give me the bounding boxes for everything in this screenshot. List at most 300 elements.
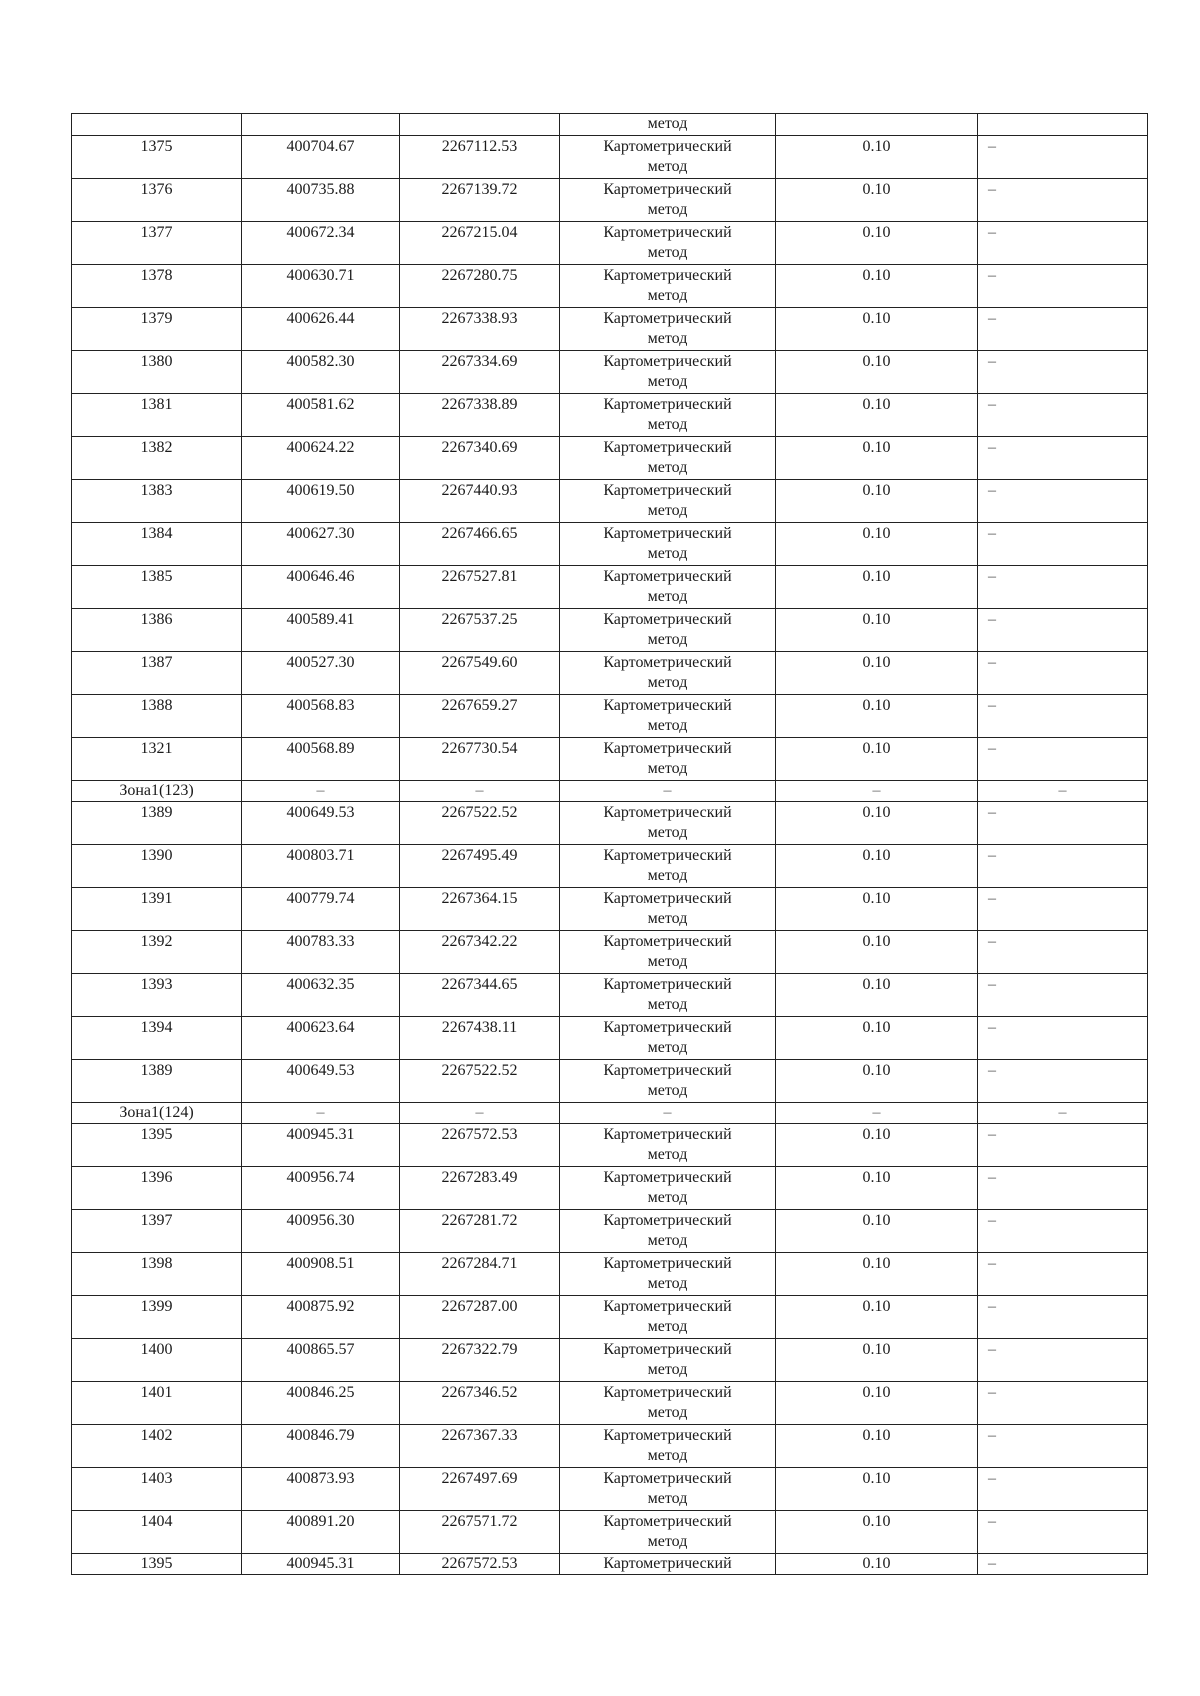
cell-accuracy — [776, 1554, 978, 1575]
cell-flag — [978, 265, 1148, 308]
table-row — [72, 1382, 1148, 1425]
cell-flag — [978, 308, 1148, 351]
cell-num — [72, 566, 242, 609]
coord-x: 400672.34 — [286, 224, 355, 241]
cell-accuracy — [776, 1124, 978, 1167]
cell-x — [242, 265, 400, 308]
cell-method — [560, 523, 776, 566]
method-line1: Картометрический — [603, 396, 732, 413]
method-line2: метод — [647, 1232, 688, 1249]
cell-num — [72, 1124, 242, 1167]
cell-num — [72, 1017, 242, 1060]
cell-num — [72, 179, 242, 222]
cell-y — [400, 738, 560, 781]
coord-x: 400779.74 — [286, 890, 355, 907]
method-line2: метод — [647, 717, 688, 734]
flag: – — [988, 568, 996, 585]
point-number: 1402 — [140, 1427, 173, 1444]
method-line2: метод — [647, 1275, 688, 1292]
table-row — [72, 179, 1148, 222]
accuracy: 0.10 — [862, 1427, 891, 1444]
flag: – — [988, 1341, 996, 1358]
dash: – — [316, 1104, 325, 1121]
cell-x — [242, 136, 400, 179]
cell-accuracy — [776, 136, 978, 179]
method-line1: Картометрический — [603, 1341, 732, 1358]
cell-y — [400, 136, 560, 179]
method-line2: метод — [647, 1447, 688, 1464]
point-number: 1400 — [140, 1341, 173, 1358]
flag: – — [988, 804, 996, 821]
cell-flag — [978, 1060, 1148, 1103]
table-row — [72, 609, 1148, 652]
method-line1: Картометрический — [603, 740, 732, 757]
cell-y — [400, 222, 560, 265]
table-row — [72, 1167, 1148, 1210]
zone-dash-cell — [560, 781, 776, 802]
cell-accuracy — [776, 888, 978, 931]
cell-num — [72, 888, 242, 931]
zone-dash-cell — [978, 1103, 1148, 1124]
coord-x: 400803.71 — [286, 847, 355, 864]
method-line2: метод — [647, 1146, 688, 1163]
cell-flag — [978, 609, 1148, 652]
table-row — [72, 351, 1148, 394]
cell-num — [72, 394, 242, 437]
cell-num — [72, 652, 242, 695]
method-line2: метод — [647, 158, 688, 175]
cell-method — [560, 1554, 776, 1575]
cell-accuracy — [776, 1296, 978, 1339]
coord-y: 2267364.15 — [441, 890, 518, 907]
coord-y: 2267338.89 — [441, 396, 518, 413]
point-number: 1394 — [140, 1019, 173, 1036]
method-line1: Картометрический — [603, 611, 732, 628]
cell-x — [242, 1124, 400, 1167]
accuracy: 0.10 — [862, 1126, 891, 1143]
cell-flag — [978, 1017, 1148, 1060]
point-number: 1398 — [140, 1255, 173, 1272]
method-line1: Картометрический — [603, 353, 732, 370]
flag: – — [988, 310, 996, 327]
cell-method — [560, 394, 776, 437]
coord-x: 400891.20 — [286, 1513, 355, 1530]
method-line1: Картометрический — [603, 310, 732, 327]
point-number: 1395 — [140, 1126, 173, 1143]
flag: – — [988, 1126, 996, 1143]
coord-y: 2267338.93 — [441, 310, 518, 327]
cell-method — [560, 179, 776, 222]
table-row — [72, 1425, 1148, 1468]
cell-num — [72, 845, 242, 888]
cell-method — [560, 1468, 776, 1511]
method-line1: Картометрический — [603, 1212, 732, 1229]
coord-x: 400846.25 — [286, 1384, 355, 1401]
flag: – — [988, 847, 996, 864]
method-line2: метод — [647, 287, 688, 304]
coord-x: 400626.44 — [286, 310, 355, 327]
dash: – — [475, 1104, 484, 1121]
flag: – — [988, 267, 996, 284]
cell-method — [560, 351, 776, 394]
cell-method — [560, 652, 776, 695]
method-line1: Картометрический — [603, 138, 732, 155]
cell-num — [72, 1339, 242, 1382]
cell-accuracy — [776, 738, 978, 781]
cell-x — [242, 437, 400, 480]
zone-dash-cell — [776, 1103, 978, 1124]
point-number: 1399 — [140, 1298, 173, 1315]
continued-row — [72, 114, 1148, 136]
method-line1: Картометрический — [603, 482, 732, 499]
cell-y — [400, 523, 560, 566]
cell-method — [560, 931, 776, 974]
point-number: 1403 — [140, 1470, 173, 1487]
coord-y: 2267659.27 — [441, 697, 518, 714]
cell-x — [242, 1296, 400, 1339]
method-line2: метод — [647, 1082, 688, 1099]
cell-y — [400, 437, 560, 480]
cell-flag — [978, 1554, 1148, 1575]
flag: – — [988, 1169, 996, 1186]
coord-x: 400527.30 — [286, 654, 355, 671]
cell-x — [242, 222, 400, 265]
cell-x — [242, 1167, 400, 1210]
cell-x — [242, 351, 400, 394]
cell-flag — [978, 136, 1148, 179]
method-line1: Картометрический — [603, 1427, 732, 1444]
coord-x: 400630.71 — [286, 267, 355, 284]
method-line1: Картометрический — [603, 267, 732, 284]
cell-method — [560, 1425, 776, 1468]
point-number: 1379 — [140, 310, 173, 327]
dash: – — [1058, 782, 1067, 799]
cell-y — [400, 931, 560, 974]
cell-num — [72, 695, 242, 738]
dash: – — [663, 782, 672, 799]
flag: – — [988, 1255, 996, 1272]
accuracy: 0.10 — [862, 654, 891, 671]
point-number: 1383 — [140, 482, 173, 499]
coord-y: 2267572.53 — [441, 1555, 518, 1572]
coord-x: 400649.53 — [286, 804, 355, 821]
point-number: 1397 — [140, 1212, 173, 1229]
dash: – — [316, 782, 325, 799]
flag: – — [988, 482, 996, 499]
cell-accuracy — [776, 394, 978, 437]
flag: – — [988, 1470, 996, 1487]
coord-y: 2267571.72 — [441, 1513, 518, 1530]
accuracy: 0.10 — [862, 697, 891, 714]
cell-flag — [978, 1253, 1148, 1296]
cell-accuracy — [776, 695, 978, 738]
method-line1: Картометрический — [603, 804, 732, 821]
point-number: 1385 — [140, 568, 173, 585]
cell-flag — [978, 931, 1148, 974]
cell-y — [400, 1210, 560, 1253]
coord-x: 400783.33 — [286, 933, 355, 950]
table-row — [72, 566, 1148, 609]
cell-num — [72, 1210, 242, 1253]
method-line1: Картометрический — [603, 439, 732, 456]
cell-x — [242, 394, 400, 437]
cell-method — [560, 222, 776, 265]
method-line2: метод — [647, 910, 688, 927]
coord-x: 400589.41 — [286, 611, 355, 628]
coord-y: 2267284.71 — [441, 1255, 518, 1272]
cell-x — [242, 566, 400, 609]
coord-y: 2267340.69 — [441, 439, 518, 456]
cell-accuracy — [776, 1425, 978, 1468]
coord-y: 2267334.69 — [441, 353, 518, 370]
accuracy: 0.10 — [862, 138, 891, 155]
cell-num — [72, 308, 242, 351]
cell-y — [400, 1339, 560, 1382]
accuracy: 0.10 — [862, 933, 891, 950]
flag: – — [988, 697, 996, 714]
cell-num — [72, 1060, 242, 1103]
flag: – — [988, 181, 996, 198]
cell-x — [242, 179, 400, 222]
flag: – — [988, 396, 996, 413]
cell-flag — [978, 1210, 1148, 1253]
zone-header-row — [72, 1103, 1148, 1124]
coord-y: 2267346.52 — [441, 1384, 518, 1401]
table-row — [72, 802, 1148, 845]
cell-accuracy — [776, 523, 978, 566]
cell-accuracy — [776, 652, 978, 695]
cell-method — [560, 1167, 776, 1210]
cell-y — [400, 1468, 560, 1511]
cell-y — [400, 802, 560, 845]
cell-method — [560, 888, 776, 931]
cell-method — [560, 136, 776, 179]
cell-accuracy — [776, 308, 978, 351]
cell-num — [72, 114, 242, 136]
method-line1: Картометрический — [603, 1255, 732, 1272]
flag: – — [988, 740, 996, 757]
method-line2: метод — [647, 416, 688, 433]
cell-accuracy — [776, 1468, 978, 1511]
coord-y: 2267522.52 — [441, 1062, 518, 1079]
point-number: 1386 — [140, 611, 173, 628]
point-number: 1381 — [140, 396, 173, 413]
cell-method — [560, 1339, 776, 1382]
cell-y — [400, 695, 560, 738]
cell-method — [560, 609, 776, 652]
cell-x — [242, 1017, 400, 1060]
cell-flag — [978, 1425, 1148, 1468]
coord-x: 400623.64 — [286, 1019, 355, 1036]
cell-num — [72, 222, 242, 265]
accuracy: 0.10 — [862, 1341, 891, 1358]
cell-num — [72, 1425, 242, 1468]
zone-name-cell — [72, 781, 242, 802]
cell-flag — [978, 802, 1148, 845]
coord-y: 2267549.60 — [441, 654, 518, 671]
table-row — [72, 1339, 1148, 1382]
accuracy: 0.10 — [862, 525, 891, 542]
coord-x: 400581.62 — [286, 396, 355, 413]
coord-x: 400649.53 — [286, 1062, 355, 1079]
cell-x — [242, 1210, 400, 1253]
accuracy: 0.10 — [862, 804, 891, 821]
table-row — [72, 136, 1148, 179]
cell-flag — [978, 652, 1148, 695]
method-line1: Картометрический — [603, 1019, 732, 1036]
accuracy: 0.10 — [862, 1019, 891, 1036]
method-line1: Картометрический — [603, 697, 732, 714]
cell-y — [400, 308, 560, 351]
point-number: 1393 — [140, 976, 173, 993]
cell-y — [400, 1511, 560, 1554]
flag: – — [988, 611, 996, 628]
cell-flag — [978, 1382, 1148, 1425]
method-line2: метод — [647, 953, 688, 970]
coord-y: 2267280.75 — [441, 267, 518, 284]
cell-flag — [978, 1167, 1148, 1210]
cell-x — [242, 845, 400, 888]
accuracy: 0.10 — [862, 1384, 891, 1401]
cell-flag — [978, 394, 1148, 437]
method-line2: метод — [647, 674, 688, 691]
coord-y: 2267287.00 — [441, 1298, 518, 1315]
cell-method — [560, 1017, 776, 1060]
flag: – — [988, 976, 996, 993]
cell-flag — [978, 1511, 1148, 1554]
point-number: 1376 — [140, 181, 173, 198]
table-row — [72, 1511, 1148, 1554]
cell-y — [400, 609, 560, 652]
coord-y: 2267344.65 — [441, 976, 518, 993]
coord-y: 2267495.49 — [441, 847, 518, 864]
accuracy: 0.10 — [862, 568, 891, 585]
dash: – — [872, 782, 881, 799]
cell-flag — [978, 179, 1148, 222]
method-line2: метод — [647, 201, 688, 218]
dash: – — [663, 1104, 672, 1121]
cell-method — [560, 566, 776, 609]
coord-x: 400704.67 — [286, 138, 355, 155]
dash: – — [1058, 1104, 1067, 1121]
table-row — [72, 738, 1148, 781]
cell-y — [400, 888, 560, 931]
point-number: 1389 — [140, 804, 173, 821]
accuracy: 0.10 — [862, 1513, 891, 1530]
coord-y: 2267466.65 — [441, 525, 518, 542]
zone-dash-cell — [242, 781, 400, 802]
cell-num — [72, 931, 242, 974]
cell-method — [560, 114, 776, 136]
cell-accuracy — [776, 1167, 978, 1210]
method-line2: метод — [647, 867, 688, 884]
table-row — [72, 1060, 1148, 1103]
coord-y: 2267367.33 — [441, 1427, 518, 1444]
table-row — [72, 695, 1148, 738]
accuracy: 0.10 — [862, 740, 891, 757]
cell-x — [242, 480, 400, 523]
coord-y: 2267281.72 — [441, 1212, 518, 1229]
cell-num — [72, 1382, 242, 1425]
cell-flag — [978, 480, 1148, 523]
cell-method — [560, 308, 776, 351]
cell-num — [72, 136, 242, 179]
method-line2: метод — [647, 244, 688, 261]
coord-x: 400632.35 — [286, 976, 355, 993]
point-number: 1380 — [140, 353, 173, 370]
accuracy: 0.10 — [862, 1212, 891, 1229]
cell-flag — [978, 845, 1148, 888]
cell-accuracy — [776, 480, 978, 523]
cell-y — [400, 179, 560, 222]
cell-method — [560, 437, 776, 480]
coord-x: 400875.92 — [286, 1298, 355, 1315]
cell-method — [560, 1253, 776, 1296]
coord-y: 2267440.93 — [441, 482, 518, 499]
point-number: 1382 — [140, 439, 173, 456]
accuracy: 0.10 — [862, 1169, 891, 1186]
coord-y: 2267730.54 — [441, 740, 518, 757]
cell-accuracy — [776, 437, 978, 480]
cell-y — [400, 652, 560, 695]
accuracy: 0.10 — [862, 1298, 891, 1315]
point-number: 1375 — [140, 138, 173, 155]
flag: – — [988, 654, 996, 671]
cell-y — [400, 1382, 560, 1425]
method-tail: метод — [647, 115, 688, 132]
method-line1: Картометрический — [603, 525, 732, 542]
table-row — [72, 931, 1148, 974]
flag: – — [988, 1019, 996, 1036]
coord-y: 2267342.22 — [441, 933, 518, 950]
cell-y — [400, 114, 560, 136]
method-line2: метод — [647, 1404, 688, 1421]
cell-y — [400, 1253, 560, 1296]
table-row — [72, 888, 1148, 931]
cell-flag — [978, 1468, 1148, 1511]
cell-y — [400, 566, 560, 609]
method-line2: метод — [647, 631, 688, 648]
cell-flag — [978, 437, 1148, 480]
method-line2: метод — [647, 1361, 688, 1378]
cell-method — [560, 265, 776, 308]
table-row — [72, 1296, 1148, 1339]
table-row — [72, 265, 1148, 308]
cell-accuracy — [776, 931, 978, 974]
method-line1: Картометрический — [603, 1126, 732, 1143]
coordinates-table — [71, 113, 1148, 1575]
coord-y: 2267139.72 — [441, 181, 518, 198]
cell-x — [242, 1554, 400, 1575]
cell-flag — [978, 695, 1148, 738]
cell-method — [560, 1060, 776, 1103]
flag: – — [988, 1513, 996, 1530]
point-number: 1387 — [140, 654, 173, 671]
cell-accuracy — [776, 222, 978, 265]
cell-y — [400, 1060, 560, 1103]
point-number: 1389 — [140, 1062, 173, 1079]
cell-x — [242, 523, 400, 566]
cell-x — [242, 888, 400, 931]
method-line2: метод — [647, 996, 688, 1013]
accuracy: 0.10 — [862, 976, 891, 993]
point-number: 1384 — [140, 525, 173, 542]
zone-dash-cell — [400, 1103, 560, 1124]
cell-num — [72, 523, 242, 566]
cell-method — [560, 1382, 776, 1425]
cell-method — [560, 480, 776, 523]
accuracy: 0.10 — [862, 310, 891, 327]
